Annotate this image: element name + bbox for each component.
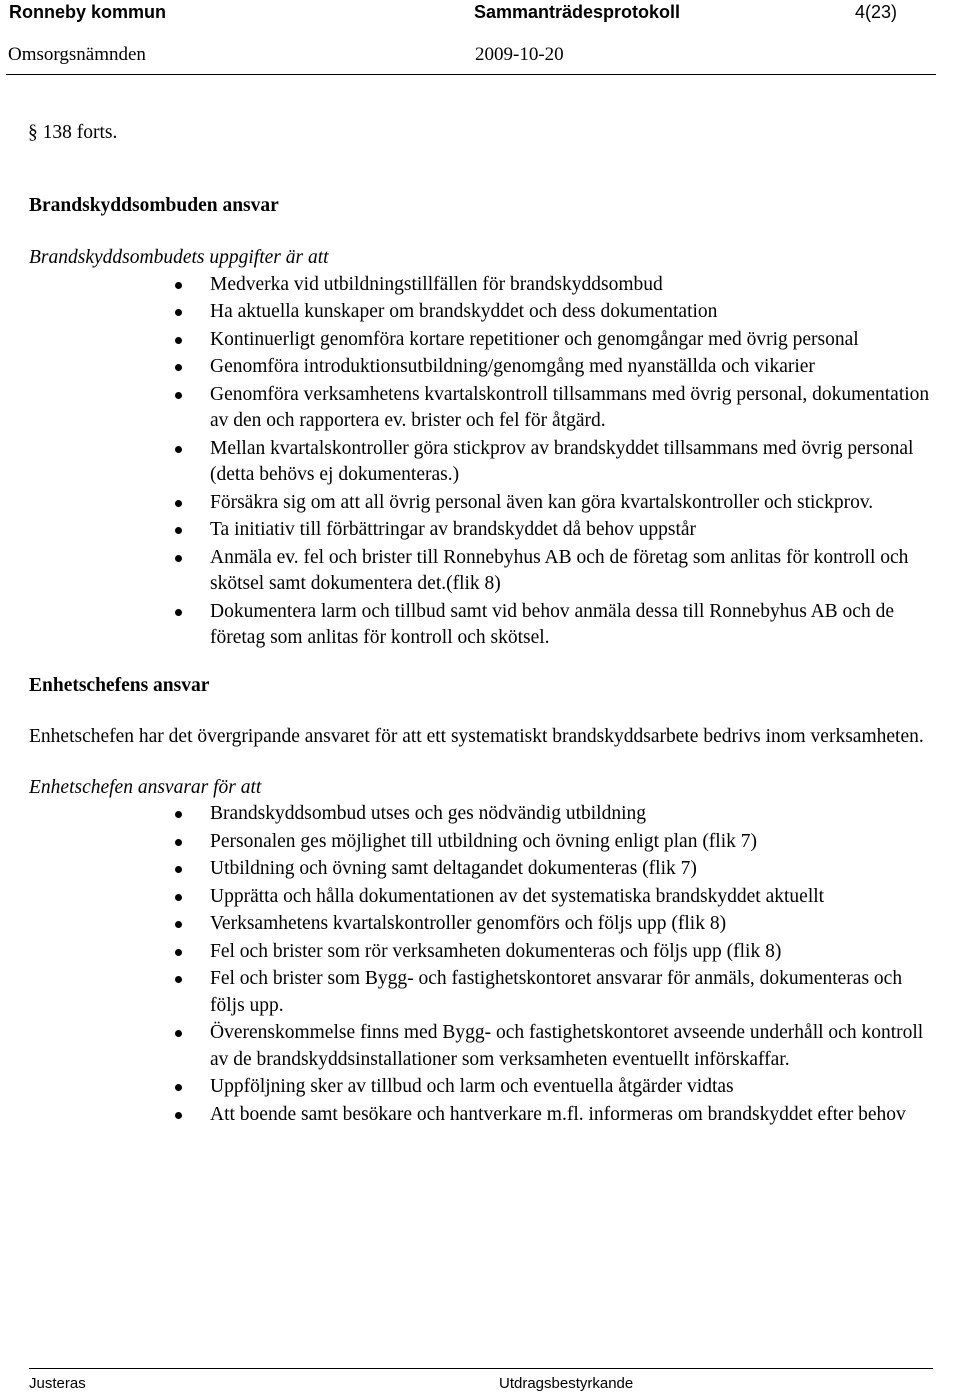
unit-head-duties-list [29,801,934,1128]
footer-utdragsbestyrkande: Utdragsbestyrkande [499,1375,634,1392]
fire-rep-heading: Brandskyddsombuden ansvar [29,194,279,216]
list-item: Ta initiativ till förbättringar av brandskyddet då behov uppstår [29,517,934,544]
list-item: Personalen ges möjlighet till utbildning och övning enligt plan (flik 7) [29,829,934,856]
list-item: Upprätta och hålla dokumentationen av det systematiska brandskyddet aktuellt [29,884,934,911]
list-item: Anmäla ev. fel och brister till Ronnebyhus AB och de företag som anlitas för kontroll och skötsel samt dokumentera det.(flik 8) [29,545,934,598]
page-number: 4(23) [854,2,897,22]
list-item: Fel och brister som Bygg- och fastighetskontoret ansvarar för anmäls, dokumenteras och följs upp. [29,966,934,1019]
document-type: Sammanträdesprotokoll [474,2,681,22]
list-item: Dokumentera larm och tillbud samt vid behov anmäla dessa till Ronnebyhus AB och de företag som anlitas för kontroll och skötsel. [29,599,934,652]
list-item: Överenskommelse finns med Bygg- och fastighetskontoret avseende underhåll och kontroll av de brandskyddsinstallationer som verksamheten eventuellt införskaffar. [29,1020,934,1073]
list-item: Utbildning och övning samt deltagandet dokumenteras (flik 7) [29,856,934,883]
unit-head-intro: Enhetschefen ansvarar för att [29,776,262,798]
page-header [9,0,897,24]
header-divider [6,74,936,75]
footer-divider [29,1368,933,1369]
unit-head-paragraph: Enhetschefen har det övergripande ansvaret för att ett systematiskt brandskyddsarbete bedrivs inom verksamheten. [29,726,924,747]
page-subheader [8,42,608,68]
meeting-date: 2009-10-20 [475,44,564,65]
list-item: Genomföra introduktionsutbildning/genomgång med nyanställda och vikarier [29,354,934,381]
list-item: Uppföljning sker av tillbud och larm och eventuella åtgärder vidtas [29,1074,934,1101]
section-label: § 138 forts. [28,122,118,143]
document-body [29,120,934,1128]
footer-justeras: Justeras [29,1375,86,1392]
list-item: Ha aktuella kunskaper om brandskyddet och dess dokumentation [29,299,934,326]
list-item: Brandskyddsombud utses och ges nödvändig utbildning [29,801,934,828]
fire-rep-intro: Brandskyddsombudets uppgifter är att [29,247,329,268]
page-footer [29,1368,934,1392]
list-item: Medverka vid utbildningstillfällen för brandskyddsombud [29,272,934,299]
list-item: Kontinuerligt genomföra kortare repetitioner och genomgångar med övrig personal [29,327,934,354]
list-item: Fel och brister som rör verksamheten dokumenteras och följs upp (flik 8) [29,939,934,966]
organization-name: Ronneby kommun [9,2,167,22]
list-item: Att boende samt besökare och hantverkare m.fl. informeras om brandskyddet efter behov [29,1102,934,1129]
committee-name: Omsorgsnämnden [8,44,146,65]
list-item: Mellan kvartalskontroller göra stickprov av brandskyddet tillsammans med övrig personal (detta behövs ej dokumenteras.) [29,436,934,489]
list-item: Försäkra sig om att all övrig personal även kan göra kvartalskontroller och stickprov. [29,490,934,517]
fire-rep-duties-list [29,272,934,652]
list-item: Genomföra verksamhetens kvartalskontroll tillsammans med övrig personal, dokumentation av den och rapportera ev. brister och fel för åtgärd. [29,382,934,435]
unit-head-heading: Enhetschefens ansvar [29,674,210,696]
list-item: Verksamhetens kvartalskontroller genomförs och följs upp (flik 8) [29,911,934,938]
